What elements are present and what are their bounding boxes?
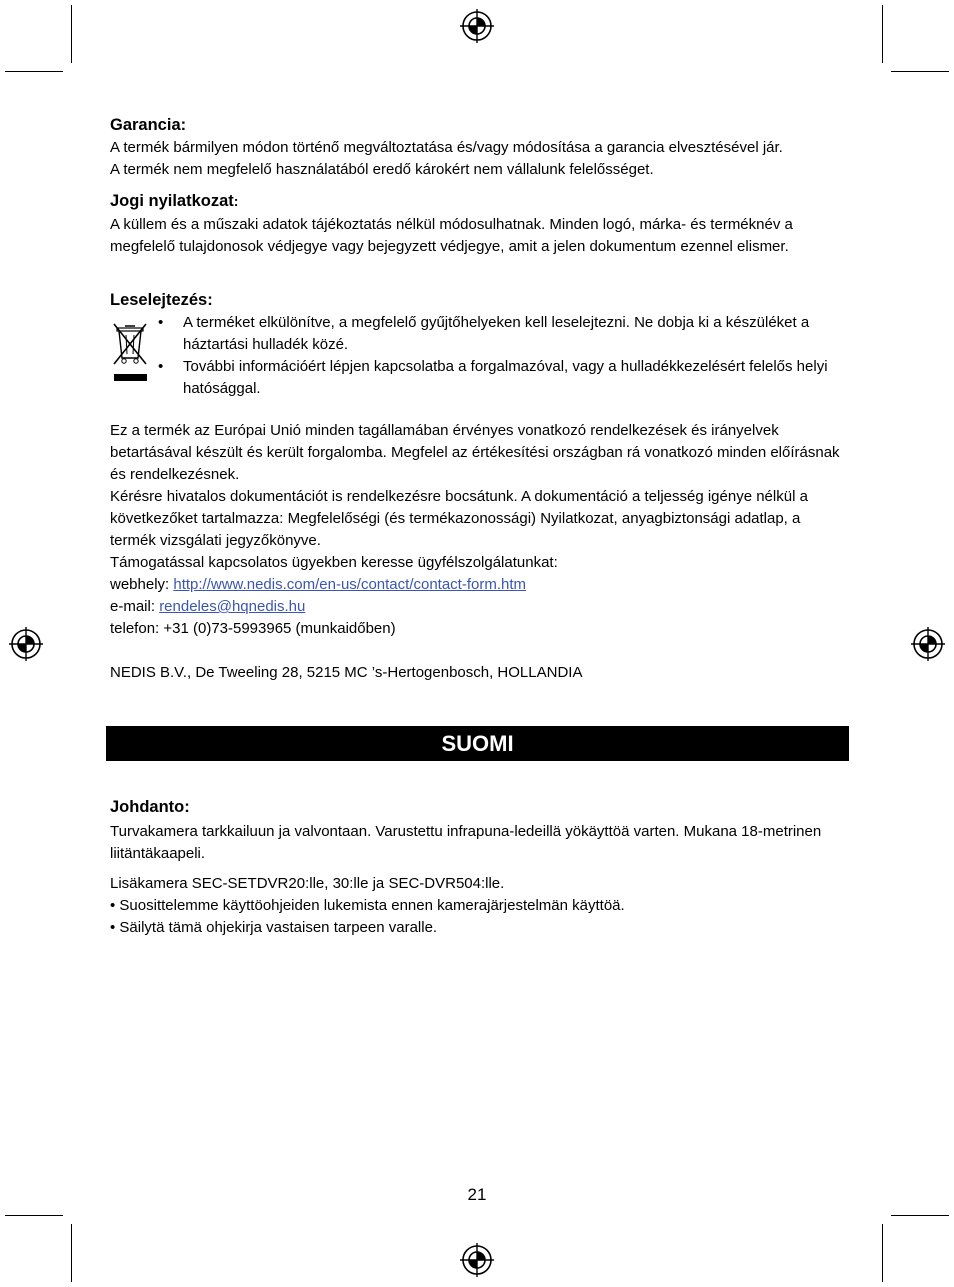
registration-mark-icon (460, 9, 494, 43)
page-number: 21 (467, 1185, 487, 1204)
warranty-line: A termék nem megfelelő használatából eredő károkért nem vállalunk felelősséget. (110, 161, 654, 178)
registration-mark-icon (9, 627, 43, 661)
crop-mark (5, 71, 63, 72)
disclaimer-heading: Jogi nyilatkozat: (110, 192, 239, 210)
website-link[interactable]: http://www.nedis.com/en-us/contact/contact-form.htm (173, 576, 527, 593)
support-text: Támogatással kapcsolatos ügyekben keresse ügyfélszolgálatunkat: (110, 554, 558, 571)
intro-paragraph: Lisäkamera SEC-SETDVR20:lle, 30:lle ja SEC-DVR504:lle. (110, 875, 505, 892)
warranty-line: A termék bármilyen módon történő megváltoztatása és/vagy módosítása a garancia elvesztésével jár. (110, 139, 783, 156)
disposal-heading: Leselejtezés: (110, 291, 213, 309)
crop-mark (891, 71, 949, 72)
phone-line: telefon: +31 (0)73-5993965 (munkaidőben) (110, 620, 396, 637)
intro-section (110, 797, 850, 939)
documentation-paragraph: Kérésre hivatalos dokumentációt is rendelkezésre bocsátunk. A dokumentáció a teljesség igénye nélkül a következőket tartalmazza: Megfelelőségi (és termékazonossági) Nyilatkozat, anyagbiztonsági adatlap, a termék vizsgálati jegyzőkönyve. (110, 488, 808, 549)
crop-mark (882, 5, 883, 63)
intro-paragraph: Turvakamera tarkkailuun ja valvontaan. Varustettu infrapuna-ledeillä yökäyttöä varten. Mukana 18-metrinen liitäntäkaapeli. (110, 823, 822, 862)
crop-mark (71, 1224, 72, 1282)
registration-mark-icon (911, 627, 945, 661)
email-link[interactable]: rendeles@hqnedis.hu (159, 598, 306, 615)
crop-mark (5, 1215, 63, 1216)
compliance-section (110, 420, 850, 684)
list-item: • A terméket elkülönítve, a megfelelő gyűjtőhelyeken kell leselejtezni. Ne dobja ki a készüléket a háztartási hulladék közé. (158, 314, 810, 353)
intro-bullet: • Säilytä tämä ohjekirja vastaisen tarpeen varalle. (110, 919, 438, 936)
crop-mark (882, 1224, 883, 1282)
intro-bullet: • Suosittelemme käyttöohjeiden lukemista ennen kamerajärjestelmän käyttöä. (110, 897, 625, 914)
compliance-paragraph: Ez a termék az Európai Unió minden tagállamában érvényes vonatkozó rendelkezések és irányelvek betartásával készült és került forgalomba. Megfelel az értékesítési országban rá vonatkozó minden előírásnak és rendelkezésnek. (110, 422, 840, 483)
website-line: webhely: http://www.nedis.com/en-us/contact/contact-form.htm (110, 576, 527, 593)
disposal-list (110, 312, 850, 400)
email-line: e-mail: rendeles@hqnedis.hu (110, 598, 306, 615)
disclaimer-text: A küllem és a műszaki adatok tájékoztatás nélkül módosulhatnak. Minden logó, márka- és terméknév a megfelelő tulajdonosok védjegye vagy bejegyzett védjegye, amit a jelen dokumentum ezennel elismer. (110, 216, 793, 255)
crop-mark (891, 1215, 949, 1216)
crop-mark (71, 5, 72, 63)
language-section-banner: SUOMI (106, 726, 849, 761)
disclaimer-section (110, 191, 850, 258)
warranty-section (110, 115, 850, 181)
intro-heading: Johdanto: (110, 798, 190, 816)
list-item: • További információért lépjen kapcsolatba a forgalmazóval, vagy a hulladékkezelésért felelős helyi hatósággal. (158, 358, 828, 397)
warranty-heading: Garancia: (110, 116, 187, 134)
registration-mark-icon (460, 1243, 494, 1277)
disposal-section (110, 290, 850, 400)
company-address: NEDIS B.V., De Tweeling 28, 5215 MC ’s-Hertogenbosch, HOLLANDIA (110, 664, 583, 681)
